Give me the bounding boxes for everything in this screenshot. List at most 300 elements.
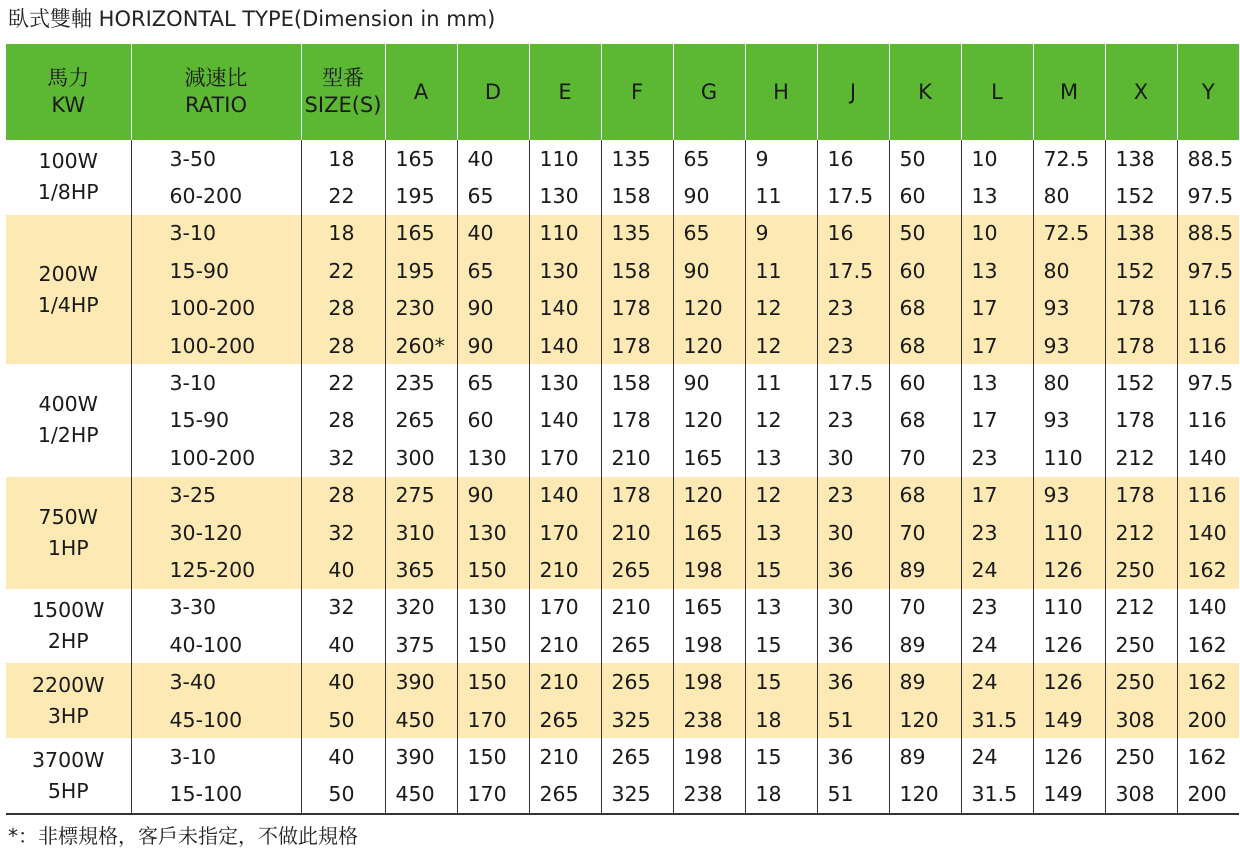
column-header xyxy=(1033,44,1105,140)
dimension-cell: 110 xyxy=(1033,439,1105,476)
dimension-cell: 200 xyxy=(1177,776,1239,814)
ratio-cell: 3-10 xyxy=(131,364,301,401)
dimension-cell: 210 xyxy=(529,551,601,588)
dimension-cell: 165 xyxy=(673,589,745,626)
power-cell xyxy=(6,738,131,814)
dimension-cell: 120 xyxy=(673,477,745,514)
dimension-cell: 130 xyxy=(457,514,529,551)
dimension-cell: 16 xyxy=(817,215,889,252)
power-label: 400W xyxy=(38,392,98,417)
dimension-cell: 130 xyxy=(529,364,601,401)
dimension-cell: 89 xyxy=(889,626,961,663)
dimension-cell: 178 xyxy=(601,327,673,364)
dimension-cell: 36 xyxy=(817,626,889,663)
dimension-cell: 65 xyxy=(457,177,529,214)
table-row xyxy=(6,140,1239,177)
column-header-label: Y xyxy=(1201,79,1215,104)
dimension-cell: 11 xyxy=(745,177,817,214)
dimension-cell: 60 xyxy=(889,364,961,401)
size-cell: 50 xyxy=(301,701,385,738)
dimension-cell: 89 xyxy=(889,663,961,700)
ratio-cell: 40-100 xyxy=(131,626,301,663)
dimension-cell: 9 xyxy=(745,215,817,252)
size-cell: 22 xyxy=(301,177,385,214)
column-header-label: F xyxy=(630,79,644,104)
dimension-cell: 80 xyxy=(1033,177,1105,214)
dimension-cell: 23 xyxy=(817,327,889,364)
dimension-cell: 210 xyxy=(601,589,673,626)
column-header-label: A xyxy=(413,79,429,104)
dimension-cell: 152 xyxy=(1105,252,1177,289)
dimension-cell: 150 xyxy=(457,626,529,663)
dimension-cell: 23 xyxy=(961,514,1033,551)
dimension-cell: 365 xyxy=(385,551,457,588)
dimension-cell: 198 xyxy=(673,663,745,700)
dimension-cell: 308 xyxy=(1105,701,1177,738)
dimension-cell: 120 xyxy=(673,290,745,327)
dimension-cell: 17.5 xyxy=(817,364,889,401)
dimension-cell: 178 xyxy=(1105,327,1177,364)
table-row xyxy=(6,663,1239,700)
dimension-cell: 238 xyxy=(673,776,745,814)
size-cell: 22 xyxy=(301,364,385,401)
dimension-cell: 165 xyxy=(385,215,457,252)
dimension-cell: 51 xyxy=(817,776,889,814)
dimension-cell: 200 xyxy=(1177,701,1239,738)
column-header xyxy=(961,44,1033,140)
dimension-cell: 150 xyxy=(457,663,529,700)
dimension-cell: 198 xyxy=(673,551,745,588)
dimension-cell: 210 xyxy=(529,738,601,775)
dimension-cell: 97.5 xyxy=(1177,177,1239,214)
dimension-cell: 450 xyxy=(385,776,457,814)
size-cell: 32 xyxy=(301,589,385,626)
dimension-cell: 15 xyxy=(745,551,817,588)
dimension-cell: 18 xyxy=(745,701,817,738)
table-row xyxy=(6,626,1239,663)
size-cell: 40 xyxy=(301,663,385,700)
dimension-cell: 68 xyxy=(889,477,961,514)
column-header xyxy=(131,44,301,140)
dimension-cell: 152 xyxy=(1105,177,1177,214)
dimension-cell: 88.5 xyxy=(1177,140,1239,177)
column-header-label: E xyxy=(558,79,572,104)
dimension-cell: 235 xyxy=(385,364,457,401)
dimension-cell: 390 xyxy=(385,663,457,700)
dimension-cell: 9 xyxy=(745,140,817,177)
dimension-cell: 93 xyxy=(1033,327,1105,364)
dimension-cell: 116 xyxy=(1177,290,1239,327)
power-label: 200W xyxy=(38,261,98,286)
dimension-cell: 68 xyxy=(889,402,961,439)
dimension-cell: 17.5 xyxy=(817,252,889,289)
dimension-cell: 50 xyxy=(889,215,961,252)
dimension-cell: 170 xyxy=(529,439,601,476)
size-cell: 40 xyxy=(301,738,385,775)
dimension-cell: 72.5 xyxy=(1033,215,1105,252)
ratio-cell: 15-90 xyxy=(131,402,301,439)
ratio-cell: 3-40 xyxy=(131,663,301,700)
ratio-cell: 100-200 xyxy=(131,327,301,364)
power-cell xyxy=(6,140,131,215)
power-label: 5HP xyxy=(47,778,89,803)
dimension-cell: 89 xyxy=(889,738,961,775)
dimension-cell: 50 xyxy=(889,140,961,177)
table-row xyxy=(6,252,1239,289)
column-header-label: 型番 xyxy=(322,66,364,90)
ratio-cell: 100-200 xyxy=(131,439,301,476)
dimension-cell: 165 xyxy=(673,514,745,551)
dimension-cell: 135 xyxy=(601,140,673,177)
dimension-cell: 212 xyxy=(1105,439,1177,476)
dimension-cell: 90 xyxy=(457,327,529,364)
table-row xyxy=(6,290,1239,327)
size-cell: 18 xyxy=(301,140,385,177)
dimension-cell: 165 xyxy=(385,140,457,177)
dimension-cell: 15 xyxy=(745,738,817,775)
power-label: 1500W xyxy=(32,598,105,623)
dimension-cell: 265 xyxy=(529,776,601,814)
dimension-cell: 120 xyxy=(889,776,961,814)
dimension-cell: 60 xyxy=(457,402,529,439)
dimension-cell: 162 xyxy=(1177,551,1239,588)
size-cell: 28 xyxy=(301,327,385,364)
power-cell xyxy=(6,589,131,664)
dimension-cell: 162 xyxy=(1177,738,1239,775)
dimension-cell: 162 xyxy=(1177,626,1239,663)
dimension-cell: 126 xyxy=(1033,738,1105,775)
size-cell: 22 xyxy=(301,252,385,289)
column-header-label: RATIO xyxy=(184,93,248,117)
table-row xyxy=(6,439,1239,476)
table-row xyxy=(6,364,1239,401)
dimension-cell: 250 xyxy=(1105,551,1177,588)
table-row xyxy=(6,776,1239,814)
dimension-cell: 120 xyxy=(673,402,745,439)
power-cell xyxy=(6,215,131,365)
dimension-cell: 36 xyxy=(817,551,889,588)
dimension-cell: 72.5 xyxy=(1033,140,1105,177)
size-cell: 28 xyxy=(301,402,385,439)
dimension-cell: 60 xyxy=(889,252,961,289)
dimension-cell: 165 xyxy=(673,439,745,476)
dimension-cell: 93 xyxy=(1033,477,1105,514)
dimension-cell: 198 xyxy=(673,626,745,663)
dimension-cell: 88.5 xyxy=(1177,215,1239,252)
dimension-cell: 162 xyxy=(1177,663,1239,700)
size-cell: 40 xyxy=(301,626,385,663)
column-header-label: J xyxy=(849,79,857,104)
dimension-cell: 116 xyxy=(1177,327,1239,364)
dimension-cell: 170 xyxy=(529,514,601,551)
size-cell: 50 xyxy=(301,776,385,814)
dimension-cell: 17 xyxy=(961,402,1033,439)
dimension-cell: 23 xyxy=(817,477,889,514)
dimension-cell: 97.5 xyxy=(1177,364,1239,401)
dimension-cell: 93 xyxy=(1033,290,1105,327)
dimension-cell: 195 xyxy=(385,177,457,214)
table-row xyxy=(6,514,1239,551)
dimension-cell: 135 xyxy=(601,215,673,252)
dimension-cell: 140 xyxy=(529,327,601,364)
dimension-cell: 152 xyxy=(1105,364,1177,401)
dimension-cell: 130 xyxy=(457,589,529,626)
dimension-cell: 170 xyxy=(457,701,529,738)
power-label: 2HP xyxy=(47,629,89,654)
dimension-cell: 178 xyxy=(601,477,673,514)
dimension-cell: 60 xyxy=(889,177,961,214)
column-header-label: SIZE(S) xyxy=(304,93,382,117)
dimension-cell: 70 xyxy=(889,589,961,626)
dimension-cell: 24 xyxy=(961,626,1033,663)
dimension-cell: 65 xyxy=(673,215,745,252)
column-header-label: KW xyxy=(51,93,86,117)
dimension-cell: 31.5 xyxy=(961,701,1033,738)
table-body xyxy=(6,140,1239,814)
dimension-cell: 70 xyxy=(889,514,961,551)
dimension-cell: 23 xyxy=(817,290,889,327)
ratio-cell: 15-100 xyxy=(131,776,301,814)
column-header-label: X xyxy=(1133,79,1149,104)
dimension-cell: 210 xyxy=(601,514,673,551)
dimension-cell: 310 xyxy=(385,514,457,551)
dimension-table xyxy=(6,44,1239,815)
column-header-label: M xyxy=(1059,79,1079,104)
ratio-cell: 3-50 xyxy=(131,140,301,177)
power-cell xyxy=(6,477,131,589)
dimension-cell: 210 xyxy=(529,626,601,663)
dimension-cell: 250 xyxy=(1105,663,1177,700)
dimension-cell: 130 xyxy=(457,439,529,476)
dimension-cell: 230 xyxy=(385,290,457,327)
dimension-cell: 17.5 xyxy=(817,177,889,214)
column-header xyxy=(457,44,529,140)
dimension-cell: 12 xyxy=(745,402,817,439)
dimension-cell: 97.5 xyxy=(1177,252,1239,289)
dimension-cell: 126 xyxy=(1033,663,1105,700)
dimension-cell: 89 xyxy=(889,551,961,588)
column-header xyxy=(529,44,601,140)
dimension-cell: 80 xyxy=(1033,252,1105,289)
ratio-cell: 60-200 xyxy=(131,177,301,214)
dimension-cell: 65 xyxy=(457,252,529,289)
dimension-cell: 110 xyxy=(529,215,601,252)
table-row xyxy=(6,589,1239,626)
dimension-cell: 260* xyxy=(385,327,457,364)
dimension-cell: 10 xyxy=(961,215,1033,252)
dimension-cell: 130 xyxy=(529,252,601,289)
dimension-cell: 116 xyxy=(1177,477,1239,514)
dimension-cell: 158 xyxy=(601,177,673,214)
dimension-cell: 110 xyxy=(1033,514,1105,551)
column-header-label: D xyxy=(484,79,502,104)
dimension-cell: 375 xyxy=(385,626,457,663)
dimension-cell: 138 xyxy=(1105,140,1177,177)
dimension-cell: 36 xyxy=(817,663,889,700)
power-label: 750W xyxy=(38,504,98,529)
dimension-cell: 178 xyxy=(601,290,673,327)
dimension-cell: 13 xyxy=(745,439,817,476)
dimension-cell: 212 xyxy=(1105,589,1177,626)
dimension-cell: 210 xyxy=(529,663,601,700)
size-cell: 32 xyxy=(301,439,385,476)
dimension-cell: 212 xyxy=(1105,514,1177,551)
dimension-cell: 24 xyxy=(961,663,1033,700)
size-cell: 28 xyxy=(301,477,385,514)
column-header-label: 馬力 xyxy=(47,66,90,90)
table-row xyxy=(6,551,1239,588)
dimension-cell: 250 xyxy=(1105,738,1177,775)
dimension-cell: 24 xyxy=(961,738,1033,775)
dimension-cell: 11 xyxy=(745,364,817,401)
size-cell: 40 xyxy=(301,551,385,588)
dimension-cell: 12 xyxy=(745,290,817,327)
dimension-cell: 90 xyxy=(457,290,529,327)
size-cell: 18 xyxy=(301,215,385,252)
dimension-cell: 265 xyxy=(385,402,457,439)
power-label: 1/2HP xyxy=(37,423,99,448)
ratio-cell: 30-120 xyxy=(131,514,301,551)
column-header xyxy=(301,44,385,140)
column-header-label: G xyxy=(700,79,718,104)
dimension-cell: 150 xyxy=(457,738,529,775)
dimension-cell: 13 xyxy=(745,589,817,626)
power-label: 1/8HP xyxy=(37,180,99,205)
power-cell xyxy=(6,364,131,476)
dimension-cell: 149 xyxy=(1033,701,1105,738)
dimension-cell: 450 xyxy=(385,701,457,738)
dimension-cell: 265 xyxy=(601,551,673,588)
column-header xyxy=(889,44,961,140)
column-header xyxy=(601,44,673,140)
table-row xyxy=(6,327,1239,364)
dimension-cell: 90 xyxy=(673,364,745,401)
dimension-cell: 140 xyxy=(529,477,601,514)
dimension-cell: 90 xyxy=(673,177,745,214)
table-row xyxy=(6,402,1239,439)
dimension-cell: 265 xyxy=(529,701,601,738)
dimension-cell: 126 xyxy=(1033,551,1105,588)
ratio-cell: 3-30 xyxy=(131,589,301,626)
dimension-cell: 23 xyxy=(961,439,1033,476)
dimension-cell: 130 xyxy=(529,177,601,214)
dimension-cell: 30 xyxy=(817,589,889,626)
dimension-cell: 140 xyxy=(529,290,601,327)
dimension-cell: 23 xyxy=(961,589,1033,626)
dimension-cell: 18 xyxy=(745,776,817,814)
power-label: 3HP xyxy=(47,703,89,728)
dimension-cell: 30 xyxy=(817,439,889,476)
dimension-cell: 17 xyxy=(961,290,1033,327)
dimension-cell: 149 xyxy=(1033,776,1105,814)
dimension-cell: 10 xyxy=(961,140,1033,177)
dimension-cell: 90 xyxy=(457,477,529,514)
dimension-cell: 15 xyxy=(745,626,817,663)
ratio-cell: 125-200 xyxy=(131,551,301,588)
table-row xyxy=(6,177,1239,214)
dimension-cell: 120 xyxy=(673,327,745,364)
dimension-cell: 13 xyxy=(961,364,1033,401)
dimension-cell: 40 xyxy=(457,215,529,252)
dimension-cell: 325 xyxy=(601,776,673,814)
dimension-cell: 170 xyxy=(529,589,601,626)
dimension-cell: 325 xyxy=(601,701,673,738)
table-row xyxy=(6,738,1239,775)
table-row xyxy=(6,215,1239,252)
table-row xyxy=(6,477,1239,514)
dimension-cell: 265 xyxy=(601,626,673,663)
ratio-cell: 3-10 xyxy=(131,215,301,252)
dimension-cell: 36 xyxy=(817,738,889,775)
power-label: 1HP xyxy=(47,535,89,560)
column-header xyxy=(385,44,457,140)
column-header-label: K xyxy=(918,79,932,104)
dimension-cell: 178 xyxy=(1105,290,1177,327)
dimension-cell: 17 xyxy=(961,477,1033,514)
dimension-cell: 13 xyxy=(961,177,1033,214)
dimension-cell: 275 xyxy=(385,477,457,514)
dimension-cell: 11 xyxy=(745,252,817,289)
dimension-cell: 93 xyxy=(1033,402,1105,439)
dimension-cell: 68 xyxy=(889,290,961,327)
column-header xyxy=(817,44,889,140)
dimension-cell: 140 xyxy=(1177,514,1239,551)
column-header-label: H xyxy=(773,79,789,104)
ratio-cell: 3-10 xyxy=(131,738,301,775)
dimension-cell: 300 xyxy=(385,439,457,476)
dimension-cell: 140 xyxy=(529,402,601,439)
dimension-cell: 178 xyxy=(1105,402,1177,439)
dimension-cell: 12 xyxy=(745,327,817,364)
dimension-cell: 238 xyxy=(673,701,745,738)
dimension-cell: 110 xyxy=(1033,589,1105,626)
dimension-cell: 23 xyxy=(817,402,889,439)
dimension-cell: 110 xyxy=(529,140,601,177)
column-header-label: 減速比 xyxy=(184,66,248,90)
dimension-cell: 178 xyxy=(1105,477,1177,514)
dimension-cell: 158 xyxy=(601,364,673,401)
dimension-cell: 65 xyxy=(457,364,529,401)
dimension-cell: 126 xyxy=(1033,626,1105,663)
dimension-cell: 210 xyxy=(601,439,673,476)
power-label: 1/4HP xyxy=(37,292,99,317)
header-row xyxy=(6,44,1239,140)
column-header xyxy=(673,44,745,140)
dimension-cell: 265 xyxy=(601,663,673,700)
ratio-cell: 45-100 xyxy=(131,701,301,738)
dimension-cell: 51 xyxy=(817,701,889,738)
power-label: 3700W xyxy=(32,747,105,772)
column-header xyxy=(1177,44,1239,140)
power-cell xyxy=(6,663,131,738)
dimension-cell: 70 xyxy=(889,439,961,476)
dimension-cell: 120 xyxy=(889,701,961,738)
dimension-cell: 320 xyxy=(385,589,457,626)
dimension-cell: 140 xyxy=(1177,589,1239,626)
dimension-cell: 80 xyxy=(1033,364,1105,401)
dimension-cell: 308 xyxy=(1105,776,1177,814)
dimension-cell: 195 xyxy=(385,252,457,289)
dimension-cell: 140 xyxy=(1177,439,1239,476)
dimension-cell: 15 xyxy=(745,663,817,700)
dimension-cell: 30 xyxy=(817,514,889,551)
dimension-cell: 24 xyxy=(961,551,1033,588)
column-header xyxy=(6,44,131,140)
dimension-cell: 116 xyxy=(1177,402,1239,439)
table-row xyxy=(6,701,1239,738)
dimension-cell: 65 xyxy=(673,140,745,177)
dimension-cell: 178 xyxy=(601,402,673,439)
